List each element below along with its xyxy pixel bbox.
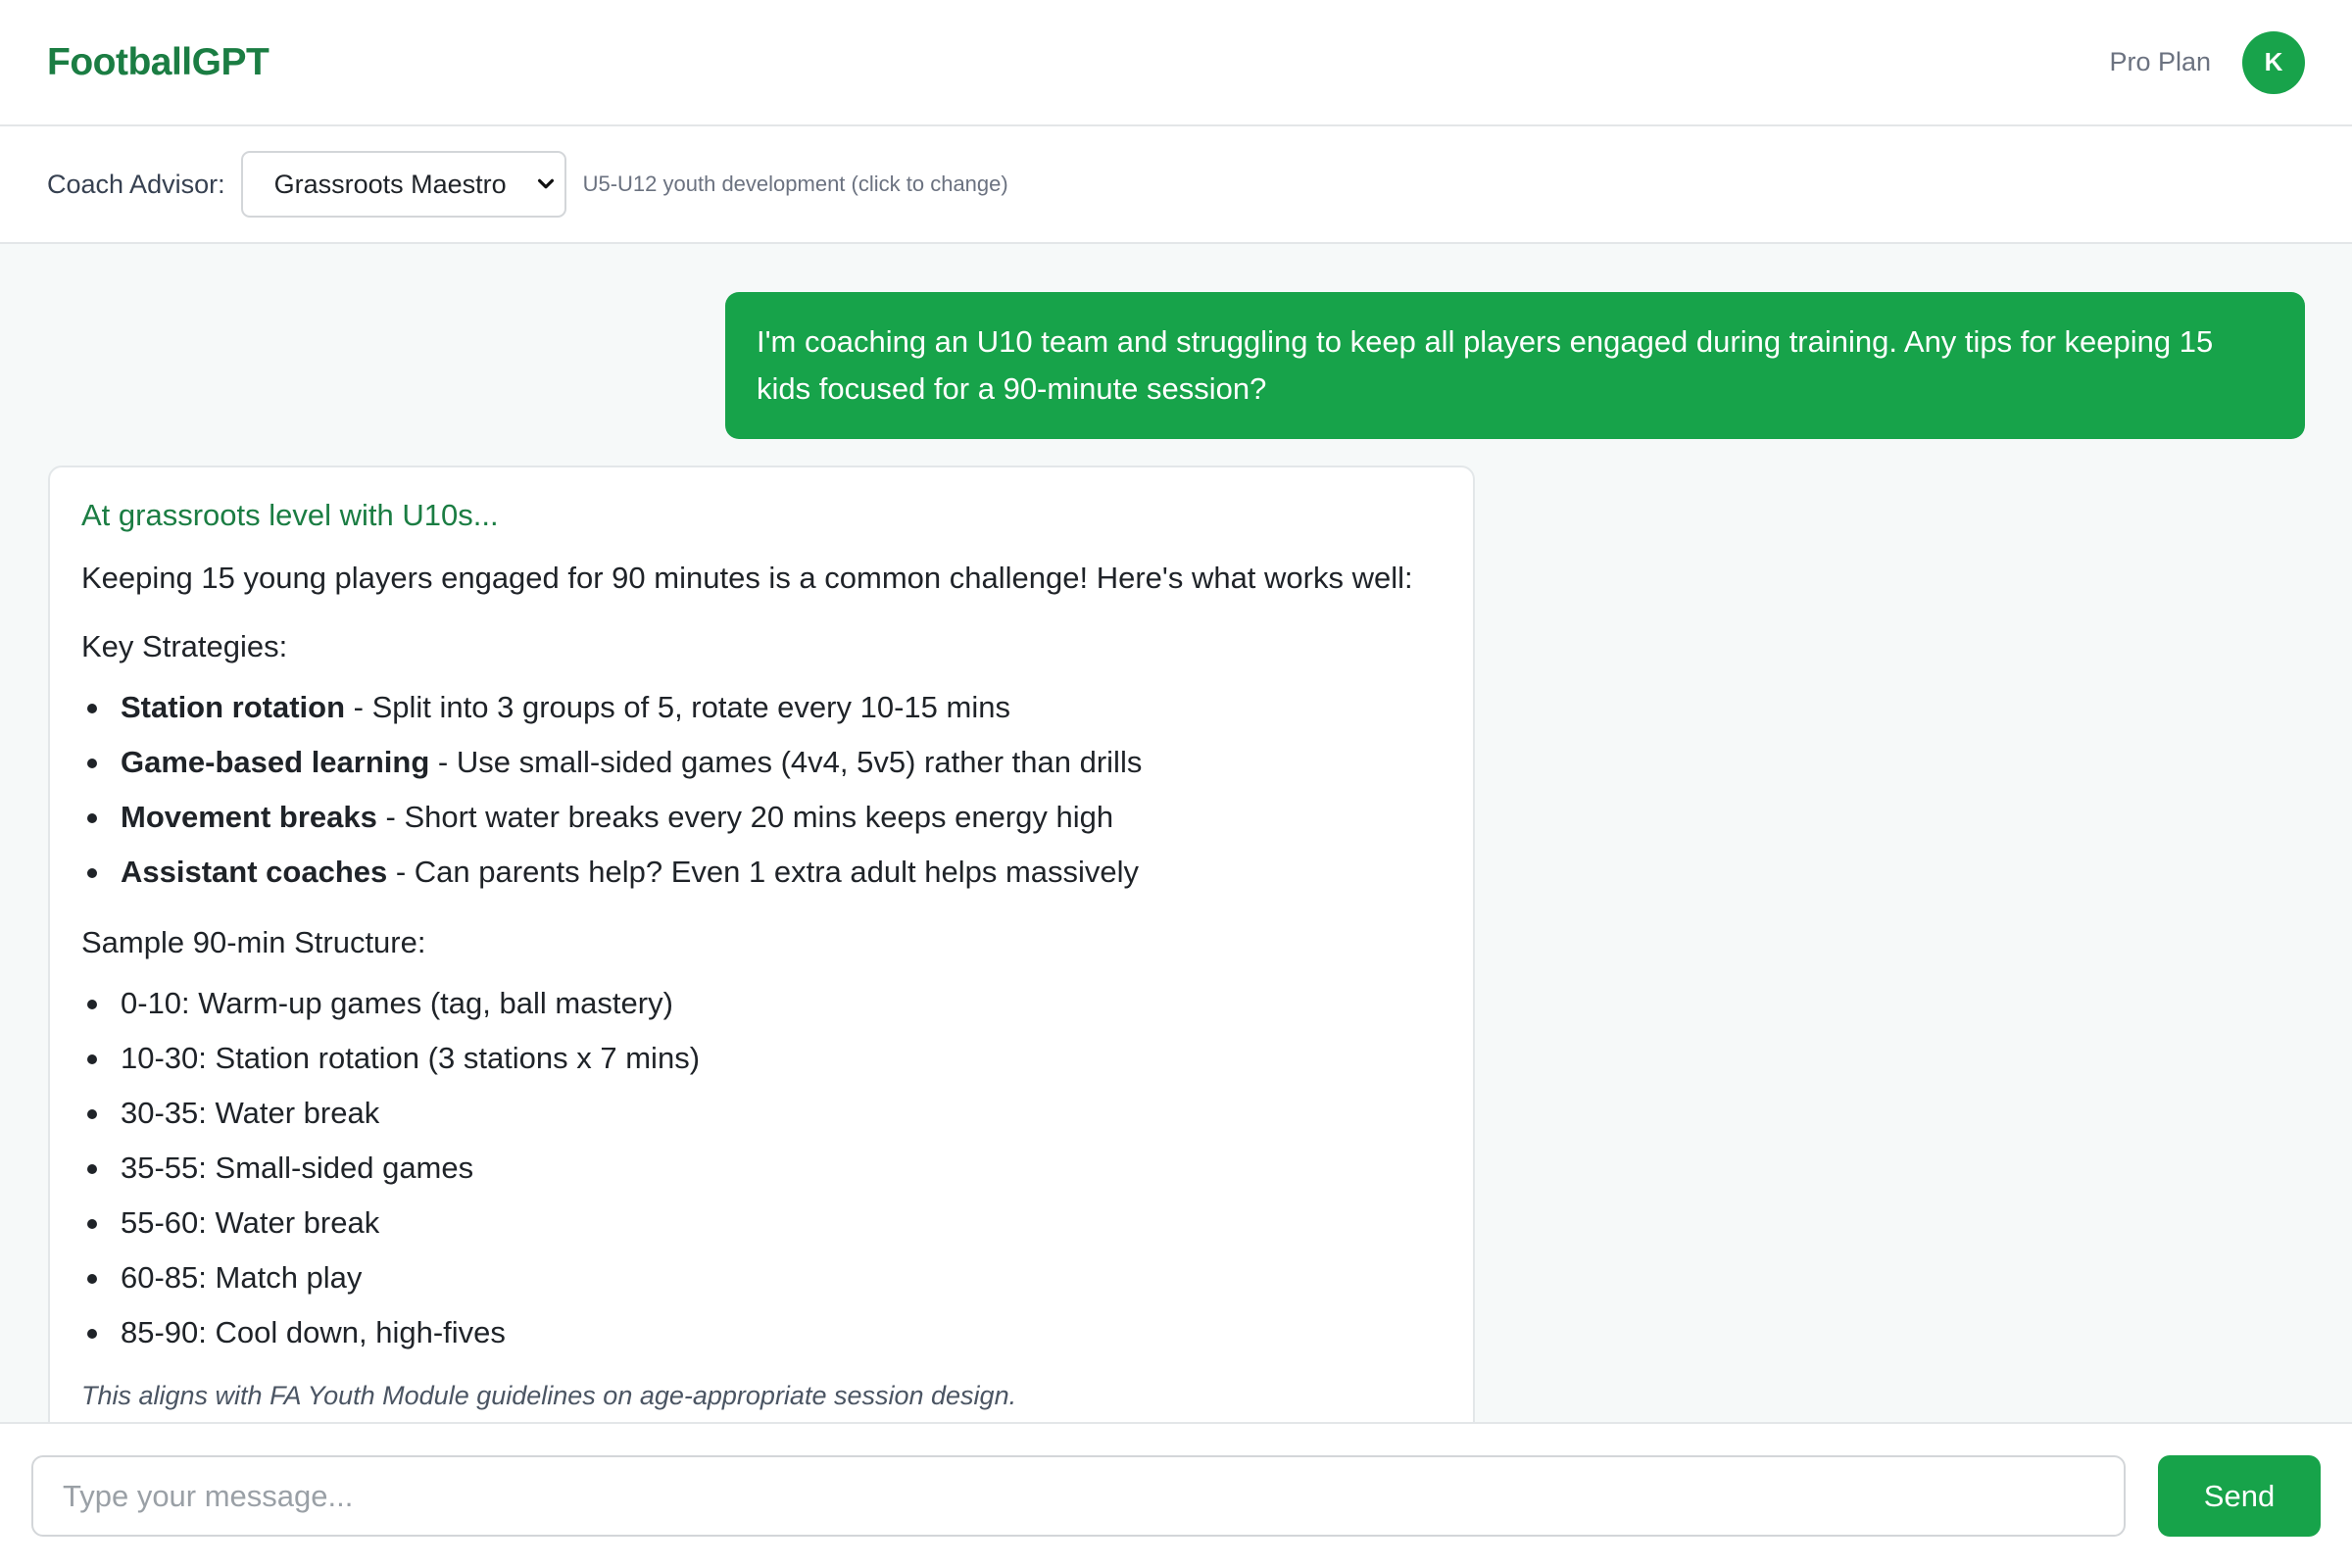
send-button[interactable]: Send bbox=[2158, 1455, 2321, 1537]
coach-advisor-bar bbox=[0, 126, 2352, 244]
list-item: 60-85: Match play bbox=[81, 1257, 1442, 1298]
coach-advisor-selected-value: Grassroots Maestro bbox=[273, 169, 507, 199]
list-item bbox=[81, 687, 1442, 728]
coach-advisor-label: Coach Advisor: bbox=[47, 169, 225, 199]
list-item: 30-35: Water break bbox=[81, 1093, 1442, 1134]
message-composer bbox=[0, 1422, 2352, 1568]
strategy-detail: - Short water breaks every 20 mins keeps energy high bbox=[376, 800, 1114, 834]
list-item bbox=[81, 852, 1442, 893]
structure-list bbox=[81, 983, 1442, 1353]
coach-advisor-select[interactable] bbox=[241, 151, 566, 218]
message-input[interactable] bbox=[31, 1455, 2126, 1537]
list-item bbox=[81, 797, 1442, 838]
strategy-name: Game-based learning bbox=[121, 745, 430, 779]
list-item: 35-55: Small-sided games bbox=[81, 1148, 1442, 1189]
strategy-detail: - Use small-sided games (4v4, 5v5) rather than drills bbox=[429, 745, 1143, 779]
strategy-detail: - Split into 3 groups of 5, rotate every 10-15 mins bbox=[345, 690, 1010, 724]
strategy-name: Assistant coaches bbox=[121, 855, 388, 889]
strategies-heading: Key Strategies: bbox=[81, 629, 288, 663]
list-item: 0-10: Warm-up games (tag, ball mastery) bbox=[81, 983, 1442, 1024]
assistant-message-note: This aligns with FA Youth Module guidelines on age-appropriate session design. bbox=[81, 1381, 1017, 1410]
list-item: 55-60: Water break bbox=[81, 1202, 1442, 1244]
list-item: 85-90: Cool down, high-fives bbox=[81, 1312, 1442, 1353]
header-account-area bbox=[2109, 31, 2305, 94]
list-item bbox=[81, 742, 1442, 783]
plan-label: Pro Plan bbox=[2109, 47, 2211, 76]
avatar[interactable]: K bbox=[2242, 31, 2305, 94]
app-logo[interactable]: FootballGPT bbox=[47, 40, 270, 83]
app-header bbox=[0, 0, 2352, 126]
strategy-name: Station rotation bbox=[121, 690, 346, 724]
assistant-message-intro: Keeping 15 young players engaged for 90 minutes is a common challenge! Here's what works well: bbox=[81, 561, 1413, 595]
chevron-down-icon bbox=[535, 173, 557, 195]
assistant-message-title: At grassroots level with U10s... bbox=[81, 498, 499, 532]
coach-advisor-hint[interactable]: U5-U12 youth development (click to change) bbox=[582, 172, 1008, 196]
list-item: 10-30: Station rotation (3 stations x 7 mins) bbox=[81, 1038, 1442, 1079]
user-message: I'm coaching an U10 team and struggling to keep all players engaged during training. Any tips for keeping 15 kids focused for a 90-minute session? bbox=[725, 292, 2305, 439]
assistant-message bbox=[48, 466, 1475, 1422]
strategy-detail: - Can parents help? Even 1 extra adult helps massively bbox=[387, 855, 1140, 889]
strategies-list bbox=[81, 687, 1442, 893]
structure-heading: Sample 90-min Structure: bbox=[81, 925, 426, 959]
chat-messages[interactable] bbox=[0, 244, 2352, 1422]
strategy-name: Movement breaks bbox=[121, 800, 377, 834]
